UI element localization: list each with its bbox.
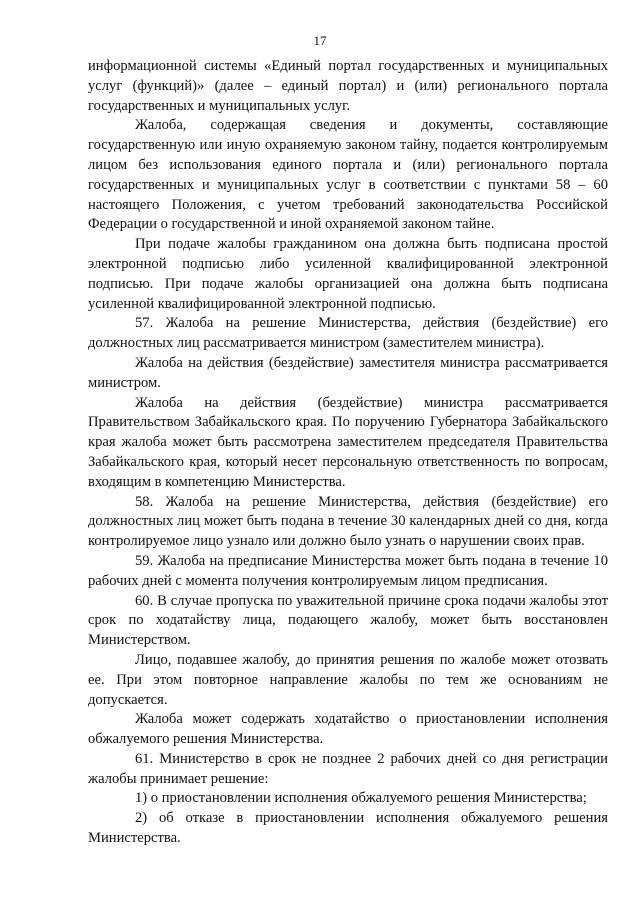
paragraph-58: 58. Жалоба на решение Министерства, действия (бездействие) его должностных лиц может быть подана в течение 30 календарных дней со дня, когда контролируемое лицо узнало или должно было узнать о нарушении своих прав. <box>88 493 608 550</box>
paragraph-57: 57. Жалоба на решение Министерства, действия (бездействие) его должностных лиц рассматривается министром (заместителем министра). <box>88 315 608 352</box>
paragraph-59: 59. Жалоба на предписание Министерства может быть подана в течение 10 рабочих дней с момента получения контролируемым лицом предписания. <box>88 552 608 589</box>
paragraph-61-item-1: 1) о приостановлении исполнения обжалуемого решения Министерства; <box>135 790 587 807</box>
paragraph-secret-complaint: Жалоба, содержащая сведения и документы, составляющие государственную или иную охраняемую законом тайну, подается контролируемым лицом без использования единого портала и (или) регионального портала государственных и муниципальных услуг в соответствии с пунктами 58 – 60 настоящего Положения, с учетом требований законодательства Российской Федерации о государственной и иной охраняемой законом тайне. <box>88 117 608 233</box>
paragraph-electronic-signature: При подаче жалобы гражданином она должна быть подписана простой электронной подписью либо усиленной квалифицированной электронной подписью. При подаче жалобы организацией она должна быть подписана усиленной квалифицированной электронной подписью. <box>88 236 608 312</box>
paragraph-61-item-2: 2) об отказе в приостановлении исполнения обжалуемого решения Министерства. <box>88 810 608 847</box>
paragraph-minister-complaint: Жалоба на действия (бездействие) министра рассматривается Правительством Забайкальского края. По поручению Губернатора Забайкальского края жалоба может быть рассмотрена заместителем председателя Правительства Забайкальского края, который несет персональную ответственность по вопросам, входящим в компетенцию Министерства. <box>88 394 608 490</box>
paragraph-suspension-request: Жалоба может содержать ходатайство о приостановлении исполнения обжалуемого решения Министерства. <box>88 711 608 748</box>
paragraph-withdraw-complaint: Лицо, подавшее жалобу, до принятия решения по жалобе может отозвать ее. При этом повторное направление жалобы по тем же основаниям не допускается. <box>88 651 608 708</box>
paragraph-60: 60. В случае пропуска по уважительной причине срока подачи жалобы этот срок по ходатайству лица, подающего жалобу, может быть восстановлен Министерством. <box>88 592 608 649</box>
page-number: 17 <box>313 33 327 48</box>
document-body <box>88 57 608 849</box>
paragraph-continuation: информационной системы «Единый портал государственных и муниципальных услуг (функций)» (далее – единый портал) и (или) регионального портала государственных и муниципальных услуг. <box>88 58 608 114</box>
paragraph-61: 61. Министерство в срок не позднее 2 рабочих дней со дня регистрации жалобы принимает решение: <box>88 750 608 787</box>
paragraph-deputy-minister-complaint: Жалоба на действия (бездействие) заместителя министра рассматривается министром. <box>88 354 608 391</box>
